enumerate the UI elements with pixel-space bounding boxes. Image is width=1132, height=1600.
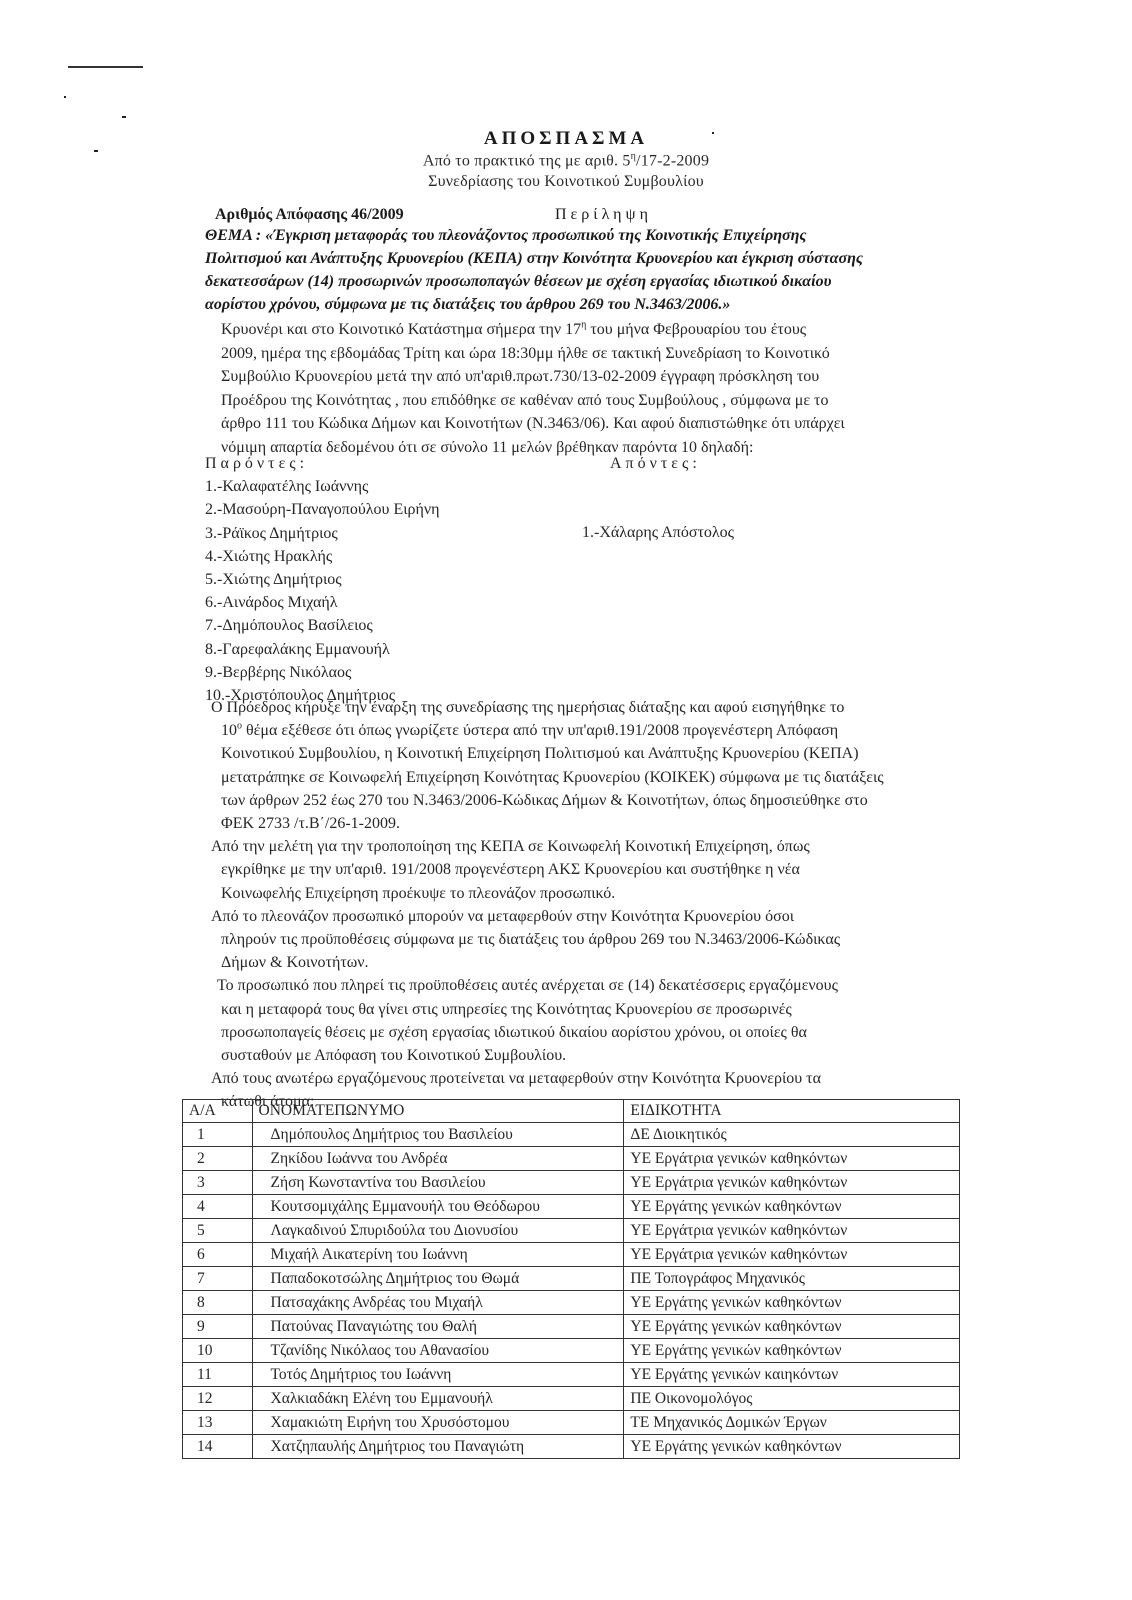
absent-label: Απόντες: xyxy=(610,455,701,472)
employee-name: Τοτός Δημήτριος του Ιωάννη xyxy=(252,1363,624,1387)
table-row xyxy=(183,1171,960,1195)
present-members xyxy=(205,452,585,707)
employee-specialty: ΥΕ Εργάτης γενικών καθηκόντων xyxy=(624,1195,960,1219)
row-number: 3 xyxy=(183,1171,253,1195)
present-member: 7.-Δημόπουλος Βασίλειος xyxy=(205,617,373,635)
present-member: 10.-Χριστόπουλος Δημήτριος xyxy=(205,687,396,705)
employee-name: Ζήση Κωνσταντίνα του Βασιλείου xyxy=(252,1171,624,1195)
present-member: 6.-Αινάρδος Μιχαήλ xyxy=(205,594,338,612)
subject-block xyxy=(205,224,1010,316)
column-header-name: ΟΝΟΜΑΤΕΠΩΝΥΜΟ xyxy=(252,1100,624,1123)
present-member: 4.-Χιώτης Ηρακλής xyxy=(205,547,333,565)
employee-name: Μιχαήλ Αικατερίνη του Ιωάννη xyxy=(252,1243,624,1267)
paragraph-line: μετατράπηκε σε Κοινωφελή Επιχείρηση Κοινότητας Κρυονερίου (ΚΟΙΚΕΚ) σύμφωνα με τις διατάξεις xyxy=(221,768,884,786)
employee-name: Χαλκιαδάκη Ελένη του Εμμανουήλ xyxy=(252,1387,624,1411)
subject-line: ΘΕΜΑ : «Έγκριση μεταφοράς του πλεονάζοντος προσωπικού της Κοινοτικής Επιχείρησης xyxy=(205,227,807,244)
subject-line: δεκατεσσάρων (14) προσωρινών προσωποπαγών θέσεων με σχέση εργασίας ιδιωτικού δικαίου xyxy=(205,273,832,290)
employee-specialty: ΥΕ Εργάτης γενικών καιηκόντων xyxy=(624,1363,960,1387)
row-number: 2 xyxy=(183,1147,253,1171)
intro-line: Προέδρου της Κοινότητας , που επιδόθηκε σε καθέναν από τους Συμβούλους , σύμφωνα με το xyxy=(221,391,829,409)
table-row xyxy=(183,1291,960,1315)
intro-line: νόμιμη απαρτία δεδομένου ότι σε σύνολο 11 μελών βρέθηκαν παρόντα 10 δηλαδή: xyxy=(221,438,754,456)
row-number: 9 xyxy=(183,1315,253,1339)
intro-line: Κρυονέρι και στο Κοινοτικό Κατάστημα σήμερα την $17^\eta$ του μήνα Φεβρουαρίου του έτους xyxy=(221,319,807,338)
employee-specialty: ΥΕ Εργάτης γενικών καθηκόντων xyxy=(624,1339,960,1363)
paragraph-line: των άρθρων 252 έως 270 του Ν.3463/2006-Κώδικας Δήμων & Κοινοτήτων, όπως δημοσιεύθηκε στο xyxy=(221,791,868,809)
table-row xyxy=(183,1219,960,1243)
decision-row xyxy=(215,206,815,224)
employee-specialty: ΠΕ Οικονομολόγος xyxy=(624,1387,960,1411)
intro-line: άρθρο 111 του Κώδικα Δήμων και Κοινοτήτων (Ν.3463/06). Και αφού διαπιστώθηκε ότι υπάρχει xyxy=(221,415,845,433)
intro-paragraph xyxy=(205,318,1015,460)
personnel-table xyxy=(182,1099,960,1459)
employee-specialty: ΤΕ Μηχανικός Δομικών Έργων xyxy=(624,1411,960,1435)
row-number: 10 xyxy=(183,1339,253,1363)
session-line: Συνεδρίασης του Κοινοτικού Συμβουλίου xyxy=(428,173,704,190)
row-number: 5 xyxy=(183,1219,253,1243)
present-member: 1.-Καλαφατέλης Ιωάννης xyxy=(205,478,369,496)
paragraph-line: πληρούν τις προϋποθέσεις σύμφωνα με τις διατάξεις του άρθρου 269 του Ν.3463/2006-Κώδικας xyxy=(221,931,841,949)
paragraph-line: Κοινωφελής Επιχείρηση προέκυψε το πλεονάζον προσωπικό. xyxy=(221,884,616,902)
employee-name: Κουτσομιχάλης Εμμανουήλ του Θεόδωρου xyxy=(252,1195,624,1219)
table-row xyxy=(183,1195,960,1219)
subject-line: Πολιτισμού και Ανάπτυξης Κρυονερίου (ΚΕΠΑ) στην Κοινότητα Κρυονερίου και έγκριση σύστασης xyxy=(205,250,864,267)
row-number: 8 xyxy=(183,1291,253,1315)
employee-specialty: ΥΕ Εργάτης γενικών καθηκόντων xyxy=(624,1315,960,1339)
employee-name: Πατσαχάκης Ανδρέας του Μιχαήλ xyxy=(252,1291,624,1315)
employee-name: Ζηκίδου Ιωάννα του Ανδρέα xyxy=(252,1147,624,1171)
subject-line: αορίστου χρόνου, σύμφωνα με τις διατάξεις του άρθρου 269 του Ν.3463/2006.» xyxy=(205,296,731,313)
paragraph-line: και η μεταφορά τους θα γίνει στις υπηρεσίες της Κοινότητας Κρυονερίου σε προσωρινές xyxy=(221,1000,792,1018)
row-number: 7 xyxy=(183,1267,253,1291)
table-row xyxy=(183,1363,960,1387)
table-row xyxy=(183,1243,960,1267)
row-number: 4 xyxy=(183,1195,253,1219)
employee-name: Χαμακιώτη Ειρήνη του Χρυσόστομου xyxy=(252,1411,624,1435)
present-member: 5.-Χιώτης Δημήτριος xyxy=(205,571,342,589)
employee-specialty: ΥΕ Εργάτρια γενικών καθηκόντων xyxy=(624,1219,960,1243)
absent-members xyxy=(582,452,990,544)
scan-artifact-dot xyxy=(122,116,126,118)
present-member: 3.-Ράϊκος Δημήτριος xyxy=(205,524,338,542)
employee-specialty: ΥΕ Εργάτης γενικών καθηκόντων xyxy=(624,1435,960,1459)
employee-name: Τζανίδης Νικόλαος του Αθανασίου xyxy=(252,1339,624,1363)
employee-specialty: ΥΕ Εργάτρια γενικών καθηκόντων xyxy=(624,1147,960,1171)
paragraph-line: Δήμων & Κοινοτήτων. xyxy=(221,954,369,972)
employee-specialty: ΥΕ Εργάτης γενικών καθηκόντων xyxy=(624,1291,960,1315)
paragraph-line: Το προσωπικό που πληρεί τις προϋποθέσεις αυτές ανέρχεται σε (14) δεκατέσσερις εργαζόμενους xyxy=(217,977,838,995)
row-number: 12 xyxy=(183,1387,253,1411)
row-number: 6 xyxy=(183,1243,253,1267)
intro-line: Συμβούλιο Κρυονερίου μετά την από υπ'αριθ.πρωτ.730/13-02-2009 έγγραφη πρόσκληση του xyxy=(221,368,820,386)
scan-artifact-dot xyxy=(64,96,66,98)
absent-member: 1.-Χάλαρης Απόστολος xyxy=(582,524,734,542)
table-row xyxy=(183,1411,960,1435)
paragraph-line: Ο Πρόεδρος κήρυξε την έναρξη της συνεδρίασης της ημερήσιας διάταξης και αφού εισηγήθηκε το xyxy=(211,699,845,716)
scan-artifact-line xyxy=(68,66,143,68)
discussion-text xyxy=(205,696,1015,1114)
row-number: 11 xyxy=(183,1363,253,1387)
employee-name: Παπαδοκοτσώλης Δημήτριος του Θωμά xyxy=(252,1267,624,1291)
summary-label: Περίληψη xyxy=(555,206,652,223)
row-number: 13 xyxy=(183,1411,253,1435)
table-row xyxy=(183,1339,960,1363)
present-label: Παρόντες: xyxy=(205,455,309,472)
row-number: 14 xyxy=(183,1435,253,1459)
employee-specialty: ΥΕ Εργάτρια γενικών καθηκόντων xyxy=(624,1243,960,1267)
intro-line: 2009, ημέρα της εβδομάδας Τρίτη και ώρα 18:30μμ ήλθε σε τακτική Συνεδρίαση το Κοινοτικό xyxy=(221,344,830,362)
paragraph-line: προσωποπαγείς θέσεις με σχέση εργασίας ιδιωτικού δικαίου αορίστου χρόνου, οι οποίες θα xyxy=(221,1023,807,1041)
paragraph-line: κάτωθι άτομα: xyxy=(221,1093,315,1111)
table-row xyxy=(183,1315,960,1339)
paragraph-line: $10^o$ θέμα εξέθεσε ότι όπως γνωρίζετε ύστερα από την υπ'αριθ.191/2008 προγενέστερη Απόφαση xyxy=(221,720,839,740)
table-header-row xyxy=(183,1100,960,1123)
employee-specialty: ΥΕ Εργάτρια γενικών καθηκόντων xyxy=(624,1171,960,1195)
paragraph-line: Κοινοτικού Συμβουλίου, η Κοινοτική Επιχείρηση Πολιτισμού και Ανάπτυξης Κρυονερίου (ΚΕΠΑ) xyxy=(221,745,859,763)
employee-name: Δημόπουλος Δημήτριος του Βασιλείου xyxy=(252,1123,624,1147)
paragraph-line: ΦΕΚ 2733 /τ.Β΄/26-1-2009. xyxy=(221,815,400,833)
present-member: 8.-Γαρεφαλάκης Εμμανουήλ xyxy=(205,640,390,658)
employee-name: Πατούνας Παναγιώτης του Θαλή xyxy=(252,1315,624,1339)
table-row xyxy=(183,1267,960,1291)
paragraph-line: Από την μελέτη για την τροποποίηση της ΚΕΠΑ σε Κοινωφελή Κοινοτική Επιχείρηση, όπως xyxy=(211,838,810,856)
decision-number: Αριθμός Απόφασης 46/2009 xyxy=(215,206,404,223)
employee-specialty: ΔΕ Διοικητικός xyxy=(624,1123,960,1147)
present-member: 2.-Μασούρη-Παναγοπούλου Ειρήνη xyxy=(205,501,440,519)
present-member: 9.-Βερβέρης Νικόλαος xyxy=(205,663,352,681)
paragraph-line: εγκρίθηκε με την υπ'αριθ. 191/2008 προγενέστερη ΑΚΣ Κρυονερίου και συστήθηκε η νέα xyxy=(221,861,800,879)
paragraph-line: συσταθούν με Απόφαση του Κοινοτικού Συμβουλίου. xyxy=(221,1047,567,1065)
document-title: ΑΠΟΣΠΑΣΜΑ xyxy=(483,128,649,149)
row-number: 1 xyxy=(183,1123,253,1147)
paragraph-line: Από τους ανωτέρω εργαζόμενους προτείνεται να μεταφερθούν στην Κοινότητα Κρυονερίου τα xyxy=(211,1070,821,1088)
table-row xyxy=(183,1387,960,1411)
table-row xyxy=(183,1147,960,1171)
employee-name: Λαγκαδινού Σπυριδούλα του Διονυσίου xyxy=(252,1219,624,1243)
column-header-number: Α/Α xyxy=(183,1100,253,1123)
table-row xyxy=(183,1435,960,1459)
paragraph-line: Από το πλεονάζον προσωπικό μπορούν να μεταφερθούν στην Κοινότητα Κρυονερίου όσοι xyxy=(211,907,795,925)
table-row xyxy=(183,1123,960,1147)
column-header-specialty: ΕΙΔΙΚΟΤΗΤΑ xyxy=(624,1100,960,1123)
minutes-reference: Από το πρακτικό της με αριθ. $5^\eta/17-2-2009$ xyxy=(422,151,710,170)
employee-name: Χατζηπαυλής Δημήτριος του Παναγιώτη xyxy=(252,1435,624,1459)
employee-specialty: ΠΕ Τοπογράφος Μηχανικός xyxy=(624,1267,960,1291)
